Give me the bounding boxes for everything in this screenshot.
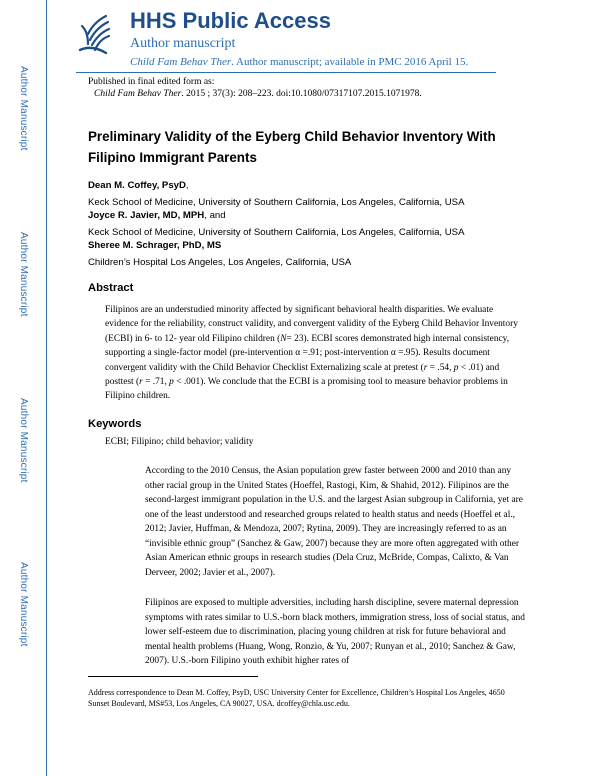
sidebar-label-author-manuscript: Author Manuscript bbox=[18, 398, 29, 483]
author-separator: , and bbox=[204, 210, 226, 221]
abstract-heading: Abstract bbox=[88, 282, 134, 294]
author-entry bbox=[88, 210, 464, 238]
citation-details: . 2015 ; 37(3): 208–223. doi:10.1080/07317107.2015.1071978. bbox=[181, 89, 422, 99]
manuscript-type: Author manuscript bbox=[130, 36, 236, 51]
hhs-eagle-logo-icon bbox=[76, 12, 112, 56]
sidebar-divider bbox=[46, 0, 47, 776]
author-separator: , bbox=[185, 180, 189, 191]
author-entry bbox=[88, 240, 351, 268]
correspondence-footnote: Address correspondence to Dean M. Coffey, PsyD, USC University Center for Excellence, Children’s Hospital Los Angeles, 4650 Sunset Boulevard, MS#53, Los Angeles, CA 90027, USA. dcoffey@chla.usc.edu. bbox=[88, 688, 505, 708]
header-divider bbox=[76, 72, 496, 73]
sidebar-label-author-manuscript: Author Manuscript bbox=[18, 562, 29, 647]
publication-citation bbox=[94, 89, 422, 99]
citation-journal: Child Fam Behav Ther bbox=[94, 89, 182, 99]
abstract-text: Filipinos are an understudied minority affected by significant behavioral health disparities. We evaluate evidence for the reliability, construct validity, and convergent validity of the Eyberg Child Behavior Inventory (ECBI) in 6- to 12- year old Filipino children (N= 23). ECBI scores demonstrated high internal consistency, supporting a single-factor model (pre-intervention α =.91; post-intervention α =.95). Results document convergent validity with the Child Behavior Checklist Externalizing scale at pretest (r = .54, p < .01) and posttest (r = .71, p < .001). We conclude that the ECBI is a promising tool to measure behavior problems in Filipino children. bbox=[105, 305, 518, 402]
author-affiliation: Keck School of Medicine, University of Southern California, Los Angeles, California, USA bbox=[88, 197, 465, 208]
author-name: Sheree M. Schrager, PhD, MS bbox=[88, 240, 222, 251]
author-name: Joyce R. Javier, MD, MPH bbox=[88, 210, 205, 221]
article-title: Preliminary Validity of the Eyberg Child Behavior Inventory With Filipino Immigrant Parents bbox=[88, 129, 496, 165]
author-entry bbox=[88, 180, 464, 208]
page-banner-title: HHS Public Access bbox=[130, 8, 331, 33]
footnote-divider bbox=[88, 676, 258, 677]
journal-abbrev: Child Fam Behav Ther bbox=[130, 56, 232, 68]
availability-text: . Author manuscript; available in PMC 2016 April 15. bbox=[231, 56, 469, 68]
keywords-list: ECBI; Filipino; child behavior; validity bbox=[105, 437, 254, 447]
body-paragraph: Filipinos are exposed to multiple adversities, including harsh discipline, severe maternal depression symptoms with rates similar to U.S.-born black mothers, immigration stress, loss of social status, and lower self-esteem due to discrimination, placing young children at risk for future behavioral and mental health problems (Huang, Wong, Ronzio, & Yu, 2007; Runyan et al., 2010; Sanchez & Gaw, 2007). U.S.-born Filipino youth exhibit higher rates of bbox=[145, 598, 525, 666]
author-name: Dean M. Coffey, PsyD bbox=[88, 180, 186, 191]
sidebar-label-author-manuscript: Author Manuscript bbox=[18, 232, 29, 317]
journal-availability bbox=[130, 56, 468, 68]
sidebar-label-author-manuscript: Author Manuscript bbox=[18, 66, 29, 151]
publication-label: Published in final edited form as: bbox=[88, 77, 215, 87]
keywords-heading: Keywords bbox=[88, 418, 142, 430]
author-affiliation: Keck School of Medicine, University of Southern California, Los Angeles, California, USA bbox=[88, 227, 465, 238]
body-paragraph: According to the 2010 Census, the Asian population grew faster between 2000 and 2010 than any other racial group in the United States (Hoeffel, Rastogi, Kim, & Shahid, 2012). Filipinos are the second-largest immigrant population in the U.S. and the largest Asian subgroup in California, yet are one of the least understood and researched groups related to health status and needs (Hoeffel et al., 2012; Javier, Huffman, & Mendoza, 2007; Rytina, 2009). They are increasingly referred to as an “invisible ethnic group” (Sanchez & Gaw, 2007) because they are more often aggregated with other Asian American ethnic groups in research studies (Dela Cruz, McBride, Compas, Calixto, & Van Derveer, 2002; Javier et al., 2007). bbox=[145, 466, 523, 578]
author-affiliation: Children’s Hospital Los Angeles, Los Angeles, California, USA bbox=[88, 257, 352, 268]
